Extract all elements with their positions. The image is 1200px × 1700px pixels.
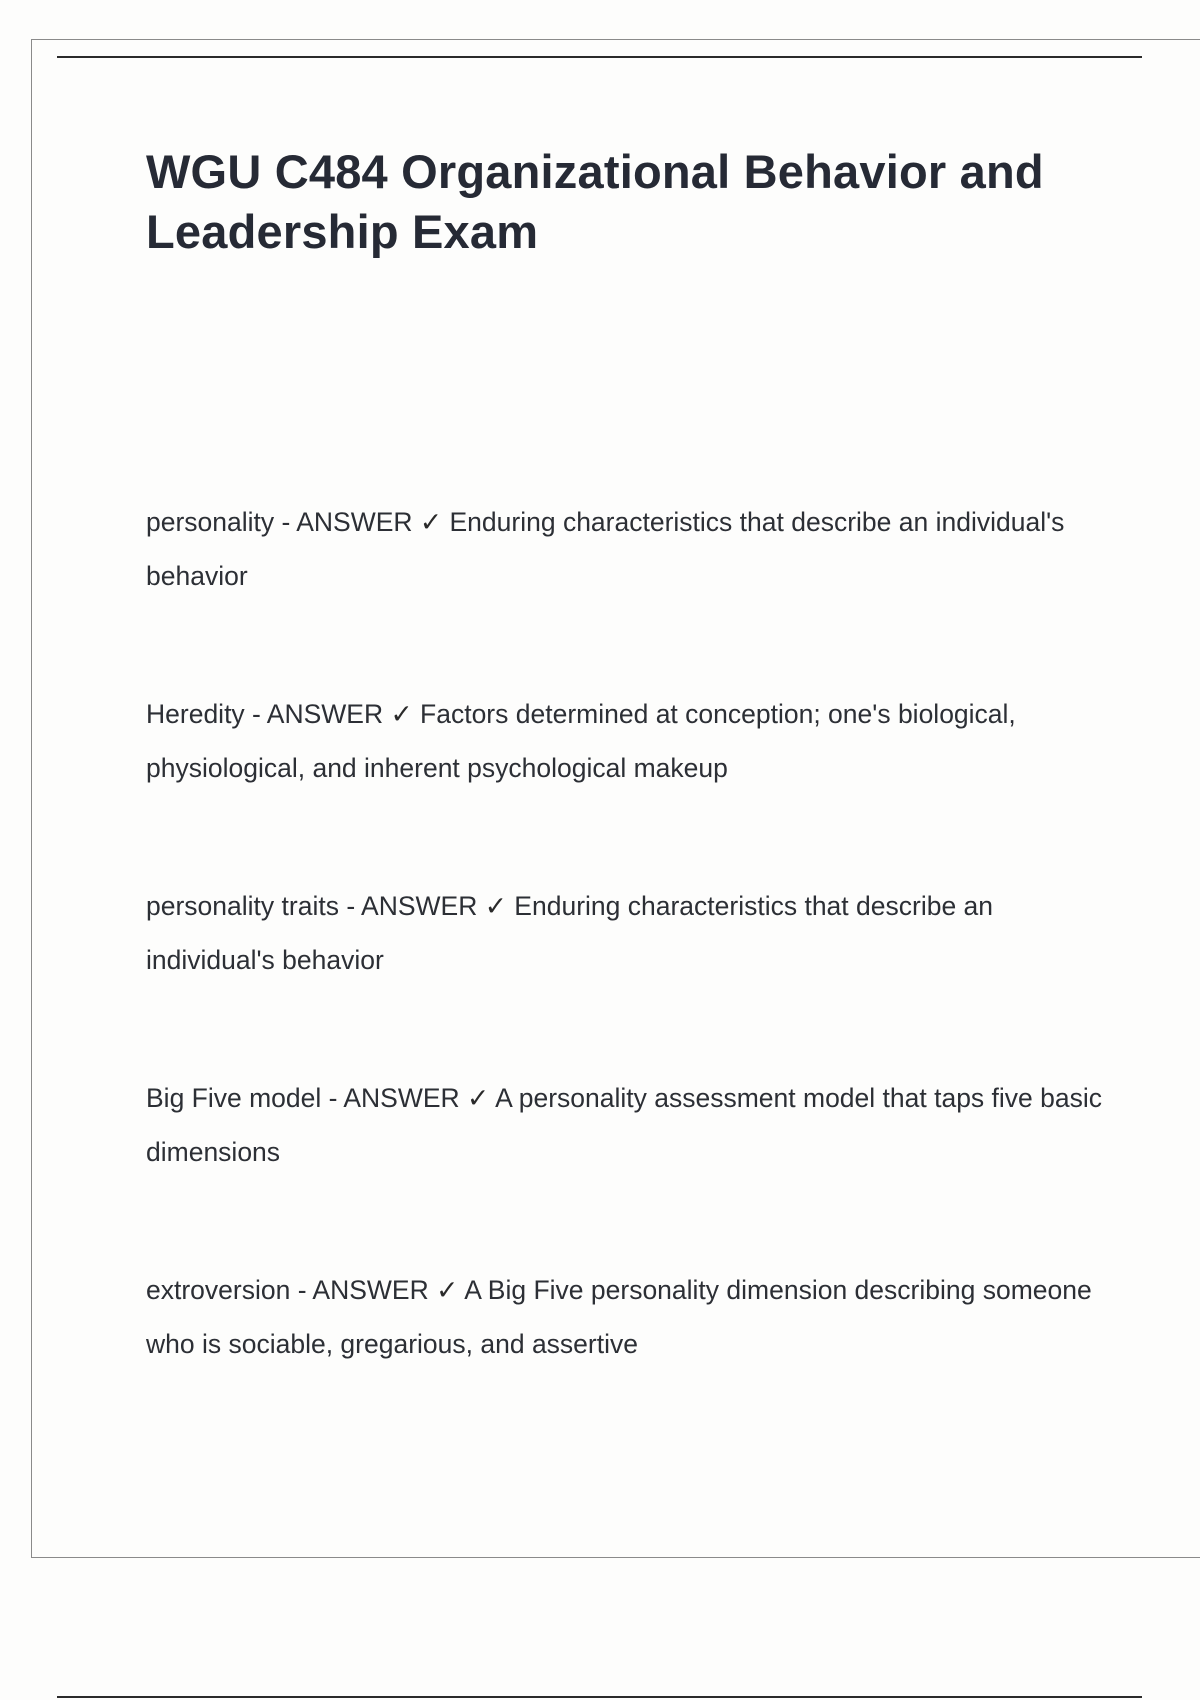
qa-separator: - ANSWER: [274, 507, 420, 537]
qa-answer: A Big Five personality dimension describing someone who is sociable, gregarious, and assertive: [146, 1275, 1092, 1359]
qa-separator: - ANSWER: [321, 1083, 468, 1113]
qa-item-big-five-model: [146, 1072, 1106, 1179]
qa-separator: - ANSWER: [338, 891, 485, 921]
qa-item-extroversion: [146, 1264, 1106, 1371]
qa-answer: Enduring characteristics that describe an individual's behavior: [146, 891, 994, 975]
bottom-divider: [57, 1696, 1142, 1698]
qa-item-personality: [146, 496, 1106, 603]
check-icon: ✓: [436, 1275, 459, 1305]
qa-separator: - ANSWER: [290, 1275, 437, 1305]
qa-answer: Factors determined at conception; one's biological, physiological, and inherent psychological makeup: [146, 699, 1016, 783]
qa-answer: Enduring characteristics that describe an individual's behavior: [146, 507, 1065, 591]
document-title: WGU C484 Organizational Behavior and Leadership Exam: [146, 145, 1044, 258]
qa-separator: - ANSWER: [244, 699, 391, 729]
qa-term: extroversion: [146, 1275, 291, 1305]
qa-item-personality-traits: [146, 880, 1106, 987]
qa-answer: A personality assessment model that taps five basic dimensions: [146, 1083, 1103, 1167]
check-icon: ✓: [484, 891, 507, 921]
qa-term: personality: [146, 507, 275, 537]
qa-item-heredity: [146, 688, 1106, 795]
qa-term: Big Five model: [146, 1083, 322, 1113]
check-icon: ✓: [419, 507, 443, 537]
check-icon: ✓: [467, 1083, 490, 1113]
qa-term: Heredity: [146, 699, 245, 729]
check-icon: ✓: [390, 699, 413, 729]
qa-term: personality traits: [146, 891, 339, 921]
